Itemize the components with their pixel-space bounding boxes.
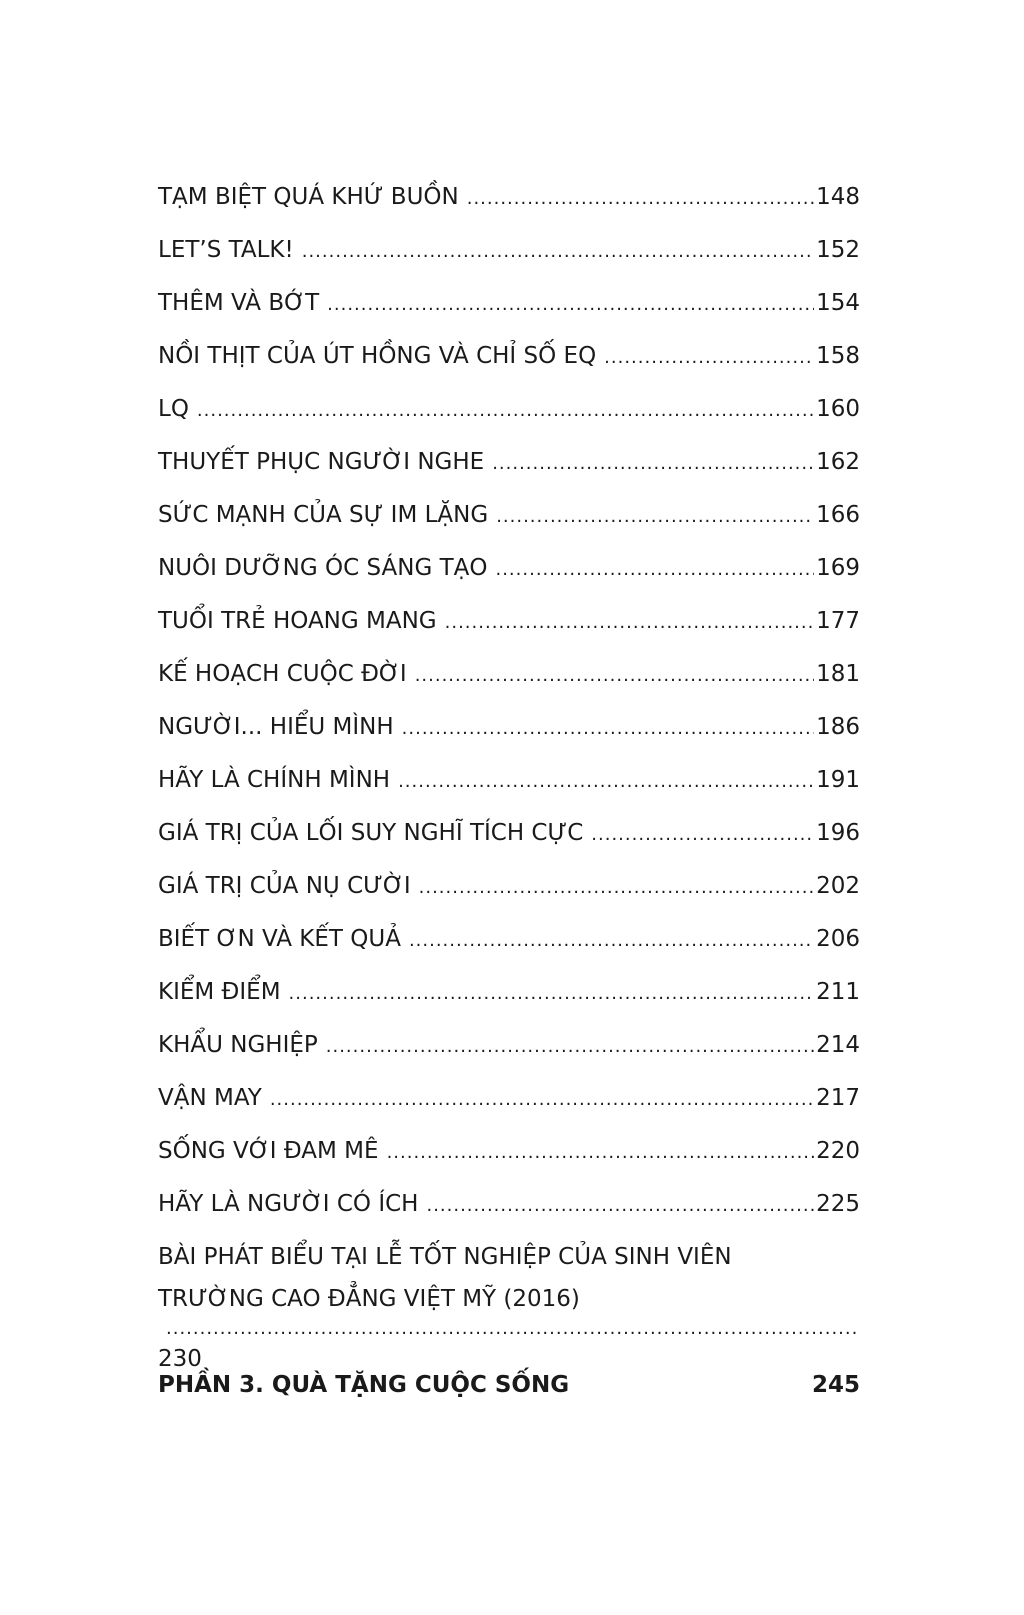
- part-heading-page: 245: [811, 1372, 860, 1398]
- toc-entry-title: TẠM BIỆT QUÁ KHỨ BUỒN: [158, 184, 459, 210]
- table-of-contents: [158, 182, 860, 1402]
- toc-entry-page: 206: [816, 926, 860, 952]
- toc-leader-dots: [326, 1032, 814, 1062]
- toc-entry-page: 169: [816, 555, 860, 581]
- toc-leader-dots: [467, 184, 814, 214]
- toc-leader-dots: [398, 767, 814, 797]
- toc-leader-dots: [415, 661, 814, 691]
- toc-leader-dots: [387, 1138, 815, 1168]
- toc-entry[interactable]: [158, 871, 860, 901]
- toc-entry-title: BIẾT ƠN VÀ KẾT QUẢ: [158, 926, 401, 952]
- toc-entry-page: 158: [816, 343, 860, 369]
- toc-entry-page: 181: [816, 661, 860, 687]
- toc-entry-title: GIÁ TRỊ CỦA NỤ CƯỜI: [158, 873, 411, 899]
- toc-entry[interactable]: [158, 712, 860, 742]
- toc-entry-multiline[interactable]: [158, 1242, 860, 1374]
- toc-leader-dots: [591, 820, 814, 850]
- toc-entry[interactable]: [158, 924, 860, 954]
- toc-entry-title: HÃY LÀ CHÍNH MÌNH: [158, 767, 391, 793]
- toc-entry-title: THUYẾT PHỤC NGƯỜI NGHE: [158, 449, 485, 475]
- toc-entry[interactable]: [158, 394, 860, 424]
- toc-entry-title: GIÁ TRỊ CỦA LỐI SUY NGHĨ TÍCH CỰC: [158, 820, 584, 846]
- toc-entry[interactable]: [158, 659, 860, 689]
- toc-entry-page: 196: [816, 820, 860, 846]
- toc-entry[interactable]: [158, 288, 860, 318]
- toc-entry-title: SỨC MẠNH CỦA SỰ IM LẶNG: [158, 502, 489, 528]
- toc-leader-dots: [270, 1085, 814, 1115]
- toc-entry-page: 214: [816, 1032, 860, 1058]
- toc-entry-title: KIỂM ĐIỂM: [158, 979, 281, 1005]
- toc-entry-title-line2: TRƯỜNG CAO ĐẲNG VIỆT MỸ (2016): [158, 1286, 580, 1312]
- toc-entry-page: 154: [816, 290, 860, 316]
- toc-leader-dots: [496, 502, 814, 532]
- toc-entry-title: LQ: [158, 396, 189, 422]
- toc-entry-title: LET’S TALK!: [158, 237, 294, 263]
- toc-leader-dots: [402, 714, 814, 744]
- toc-entry-page: 177: [816, 608, 860, 634]
- toc-entry[interactable]: [158, 553, 860, 583]
- toc-entry-page: 211: [816, 979, 860, 1005]
- toc-entry-title: HÃY LÀ NGƯỜI CÓ ÍCH: [158, 1191, 419, 1217]
- toc-leader-dots: [166, 1314, 858, 1344]
- toc-entry-title: KẾ HOẠCH CUỘC ĐỜI: [158, 661, 407, 687]
- toc-entry-title: NGƯỜI... HIỂU MÌNH: [158, 714, 394, 740]
- toc-entry-title: NUÔI DƯỠNG ÓC SÁNG TẠO: [158, 555, 488, 581]
- toc-entry[interactable]: [158, 341, 860, 371]
- toc-entry-page: 225: [816, 1191, 860, 1217]
- toc-leader-dots: [409, 926, 814, 956]
- toc-leader-dots: [426, 1191, 814, 1221]
- toc-entry-title: THÊM VÀ BỚT: [158, 290, 320, 316]
- toc-entry[interactable]: [158, 235, 860, 265]
- toc-entry-page: 202: [816, 873, 860, 899]
- toc-entry[interactable]: [158, 500, 860, 530]
- toc-entry-page: 162: [816, 449, 860, 475]
- toc-entry-page: 217: [816, 1085, 860, 1111]
- toc-leader-dots: [445, 608, 814, 638]
- toc-entry-page: 230: [158, 1346, 202, 1372]
- toc-leader-dots: [419, 873, 814, 903]
- toc-entry-title: SỐNG VỚI ĐAM MÊ: [158, 1138, 379, 1164]
- toc-entry-page: 148: [816, 184, 860, 210]
- toc-entry-page: 160: [816, 396, 860, 422]
- toc-leader-dots: [604, 343, 814, 373]
- toc-entry-title: NỒI THỊT CỦA ÚT HỒNG VÀ CHỈ SỐ EQ: [158, 343, 597, 369]
- toc-entry[interactable]: [158, 1189, 860, 1219]
- toc-entry[interactable]: [158, 1136, 860, 1166]
- toc-entry[interactable]: [158, 606, 860, 636]
- toc-entry[interactable]: [158, 818, 860, 848]
- toc-entry[interactable]: [158, 977, 860, 1007]
- toc-entry-page: 220: [816, 1138, 860, 1164]
- toc-entry-page: 152: [816, 237, 860, 263]
- toc-entry-page: 191: [816, 767, 860, 793]
- toc-entry[interactable]: [158, 182, 860, 212]
- toc-leader-dots: [495, 555, 814, 585]
- part-heading[interactable]: [158, 1370, 860, 1400]
- toc-leader-dots: [327, 290, 814, 320]
- toc-entry-page: 166: [816, 502, 860, 528]
- toc-leader-dots: [492, 449, 814, 479]
- toc-entry[interactable]: [158, 447, 860, 477]
- toc-entry-title: VẬN MAY: [158, 1085, 262, 1111]
- toc-leader-dots: [197, 396, 814, 426]
- toc-entry[interactable]: [158, 1083, 860, 1113]
- toc-leader-dots: [289, 979, 815, 1009]
- toc-entry[interactable]: [158, 1030, 860, 1060]
- toc-entry-page: 186: [816, 714, 860, 740]
- toc-entry-title: TUỔI TRẺ HOANG MANG: [158, 608, 437, 634]
- part-heading-title: PHẦN 3. QUÀ TẶNG CUỘC SỐNG: [158, 1372, 570, 1398]
- toc-entry-title-line1: BÀI PHÁT BIỂU TẠI LỄ TỐT NGHIỆP CỦA SINH VIÊN: [158, 1244, 732, 1270]
- toc-entry[interactable]: [158, 765, 860, 795]
- toc-leader-dots: [302, 237, 814, 267]
- toc-entry-title: KHẨU NGHIỆP: [158, 1032, 318, 1058]
